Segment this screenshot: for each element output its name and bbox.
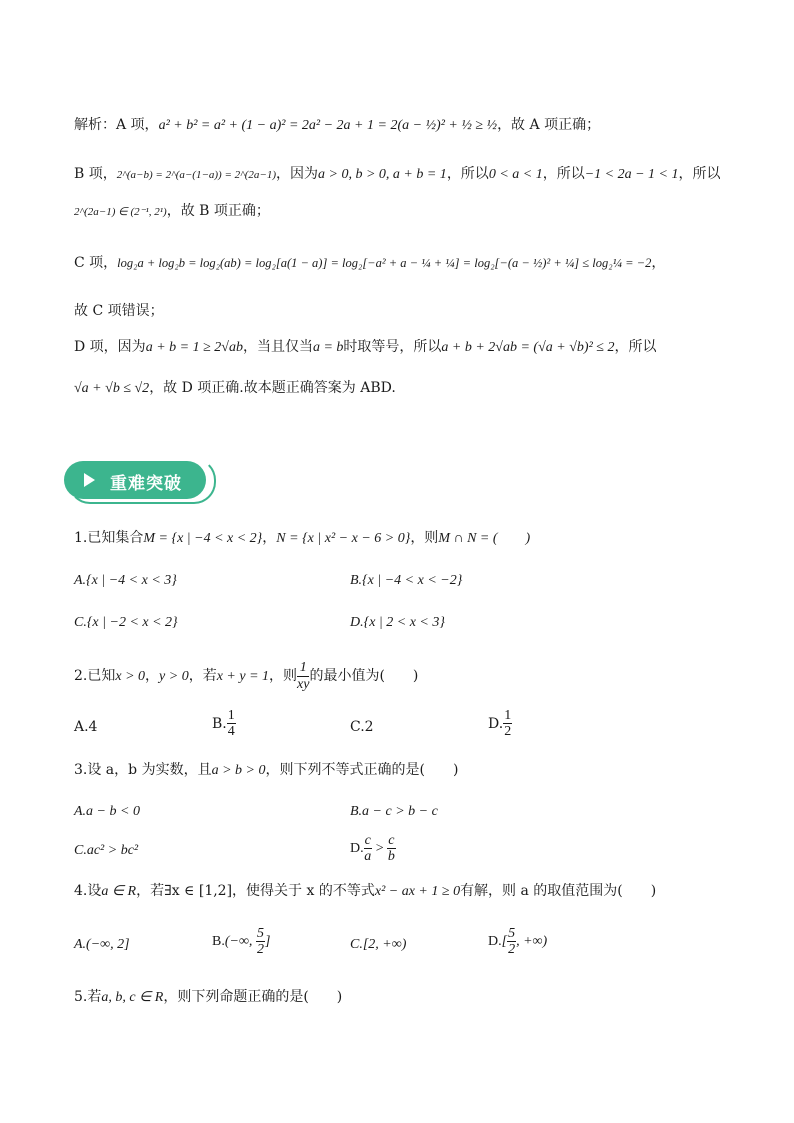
q2-option-b-fraction (227, 708, 236, 740)
analysis-b-line2-text: ，故 B 项正确； (166, 203, 270, 219)
q4-stem-m2: x² − ax + 1 ≥ 0 (374, 884, 461, 899)
q1-stem-m1: M = {x | −4 < x < 2} (143, 531, 263, 546)
q5-stem-b: ，则下列命题正确的是( ) (163, 989, 343, 1005)
analysis-a-math: a² + b² = a² + (1 − a)² = 2a² − 2a + 1 = 2(a − ½)² + ½ ≥ ½ (158, 118, 498, 133)
q4-b-pre: (−∞, (224, 934, 256, 950)
q3-option-a: A.a − b < 0 (74, 804, 140, 819)
q2-option-d-fraction (503, 708, 512, 740)
q3-option-d (350, 833, 396, 865)
analysis-b-text1: ，因为 (276, 166, 319, 182)
q4-stem-c: 有解，则 a 的取值范围为( ) (460, 883, 657, 899)
question-1-stem (74, 531, 530, 546)
analysis-b-math4: −1 < 2a − 1 < 1 (584, 167, 679, 182)
q3-stem-m1: a > b > 0 (211, 763, 266, 778)
q1-stem-c: ，则 (410, 530, 439, 546)
analysis-a-prefix: 解析：A 项， (74, 117, 159, 133)
analysis-d-math1: a + b = 1 ≥ 2√ab (145, 340, 243, 355)
analysis-d-line2-text: ，故 D 项正确.故本题正确答案为 ABD. (149, 380, 396, 396)
play-icon (84, 473, 95, 487)
q2-option-b (212, 708, 236, 740)
q4-stem-m1: a ∈ R (101, 884, 137, 899)
q4-stem-b: ，若∃x ∈ [1,2]，使得关于 x 的不等式 (136, 883, 375, 899)
analysis-b-line2-math: 2^(2a−1) ∈ (2⁻¹, 2¹) (74, 206, 167, 218)
analysis-b-line1 (74, 167, 721, 182)
analysis-d-math3: a + b + 2√ab = (√a + √b)² ≤ 2 (441, 340, 615, 355)
q4-stem-a: 4.设 (74, 883, 102, 899)
analysis-b-math2: a > 0, b > 0, a + b = 1 (318, 167, 447, 182)
q4-b-post: ] (264, 934, 271, 950)
q4-d-post: , +∞) (516, 934, 548, 950)
q3-d-left-num: c (364, 833, 371, 848)
q2-stem-m3: x + y = 1 (216, 669, 270, 684)
analysis-c-line2-text: 故 C 项错误； (74, 303, 164, 319)
q2-fraction (297, 660, 309, 692)
q3-d-left-den: a (364, 849, 372, 865)
q2-stem-a: 2.已知 (74, 668, 116, 684)
analysis-d-line2 (74, 381, 396, 396)
q4-option-b (212, 926, 270, 958)
analysis-a-suffix: ，故 A 项正确； (497, 117, 601, 133)
analysis-d-prefix: D 项，因为 (74, 339, 146, 355)
q3-stem-a: 3.设 a，b 为实数，且 (74, 762, 212, 778)
q3-d-operator: > (374, 841, 385, 857)
q3-option-d-left (364, 833, 372, 865)
banner-label: 重难突破 (110, 474, 182, 494)
q4-option-b-fraction (256, 926, 265, 958)
analysis-b-text3: ，所以 (542, 166, 585, 182)
section-banner (64, 458, 212, 502)
q1-stem-a: 1.已知集合 (74, 530, 144, 546)
q4-option-d-fraction (507, 926, 516, 958)
analysis-c-prefix: C 项， (74, 255, 118, 271)
analysis-d-text2: 时取等号，所以 (343, 339, 442, 355)
q5-stem-m1: a, b, c ∈ R (101, 990, 164, 1005)
q3-option-d-right (387, 833, 395, 865)
analysis-c-math: log₂a + log₂b = log₂(ab) = log₂[a(1 − a)] = log₂[−a² + a − ¼ + ¼] = log₂[−(a − ½)² + ¼] ≤ log₂¼ = −2 (117, 256, 652, 270)
q1-stem-m3: M ∩ N = ( ) (438, 531, 531, 546)
q2-option-d-den: 2 (504, 724, 512, 740)
q4-option-b-label: B. (212, 934, 225, 950)
analysis-b-math3: 0 < a < 1 (488, 167, 543, 182)
q4-b-num: 5 (256, 926, 264, 941)
q2-stem-e: 的最小值为( ) (309, 668, 419, 684)
q2-option-d (488, 708, 512, 740)
q3-option-c: C.ac² > bc² (74, 843, 139, 858)
analysis-b-math1: 2^(a−b) = 2^(a−(1−a)) = 2^(2a−1) (116, 169, 277, 181)
q4-option-c: C.[2, +∞) (350, 937, 407, 952)
q1-option-a: A.{x | −4 < x < 3} (74, 573, 177, 588)
q1-option-b: B.{x | −4 < x < −2} (350, 573, 463, 588)
q1-option-c: C.{x | −2 < x < 2} (74, 615, 178, 630)
question-3-stem (74, 763, 458, 778)
q3-stem-b: ，则下列不等式正确的是( ) (265, 762, 459, 778)
question-2-stem (74, 656, 418, 696)
q2-option-d-label: D. (488, 715, 504, 732)
q4-option-a: A.(−∞, 2] (74, 937, 130, 952)
q1-stem-m2: N = {x | x² − x − 6 > 0} (276, 531, 411, 546)
q4-option-d (488, 926, 547, 958)
q2-stem-d: ，则 (269, 668, 298, 684)
q2-stem-m1: x > 0 (115, 669, 146, 684)
analysis-b-prefix: B 项， (74, 166, 117, 182)
q4-b-den: 2 (256, 942, 264, 958)
q2-option-c: C.2 (350, 719, 374, 735)
analysis-d-line1 (74, 340, 656, 355)
q4-d-pre: [ (501, 934, 508, 950)
analysis-d-text1: ，当且仅当 (242, 339, 313, 355)
q4-d-den: 2 (508, 942, 516, 958)
q2-stem-b: ， (145, 668, 160, 684)
q2-stem-m2: y > 0 (159, 669, 189, 684)
question-5-stem (74, 990, 342, 1005)
analysis-b-text2: ，所以 (446, 166, 489, 182)
q2-option-b-den: 4 (227, 724, 235, 740)
q3-d-right-den: b (387, 849, 395, 865)
q3-option-d-label: D. (350, 841, 364, 857)
q2-option-b-num: 1 (227, 708, 235, 723)
q2-option-d-num: 1 (504, 708, 512, 723)
analysis-c-line2 (74, 304, 164, 318)
analysis-d-line2-math: √a + √b ≤ √2 (74, 381, 150, 396)
q2-option-a: A.4 (74, 719, 98, 735)
q4-d-num: 5 (508, 926, 516, 941)
q3-option-b: B.a − c > b − c (350, 804, 438, 819)
q1-stem-b: ， (262, 530, 277, 546)
analysis-b-line2 (74, 204, 270, 218)
analysis-b-text4: ，所以 (678, 166, 721, 182)
analysis-d-text3: ，所以 (614, 339, 657, 355)
q1-option-d: D.{x | 2 < x < 3} (350, 615, 445, 630)
q2-frac-den: xy (297, 676, 310, 692)
q4-option-d-label: D. (488, 934, 502, 950)
analysis-a-line (74, 118, 600, 133)
q3-d-right-num: c (388, 833, 395, 848)
analysis-c-suffix: ， (651, 255, 666, 271)
analysis-d-math2: a = b (312, 340, 344, 355)
q5-stem-a: 5.若 (74, 989, 102, 1005)
q2-option-b-label: B. (212, 715, 227, 732)
q2-frac-num: 1 (297, 660, 309, 676)
q2-stem-c: ，若 (188, 668, 217, 684)
question-4-stem (74, 884, 656, 899)
analysis-c-line1 (74, 256, 665, 270)
